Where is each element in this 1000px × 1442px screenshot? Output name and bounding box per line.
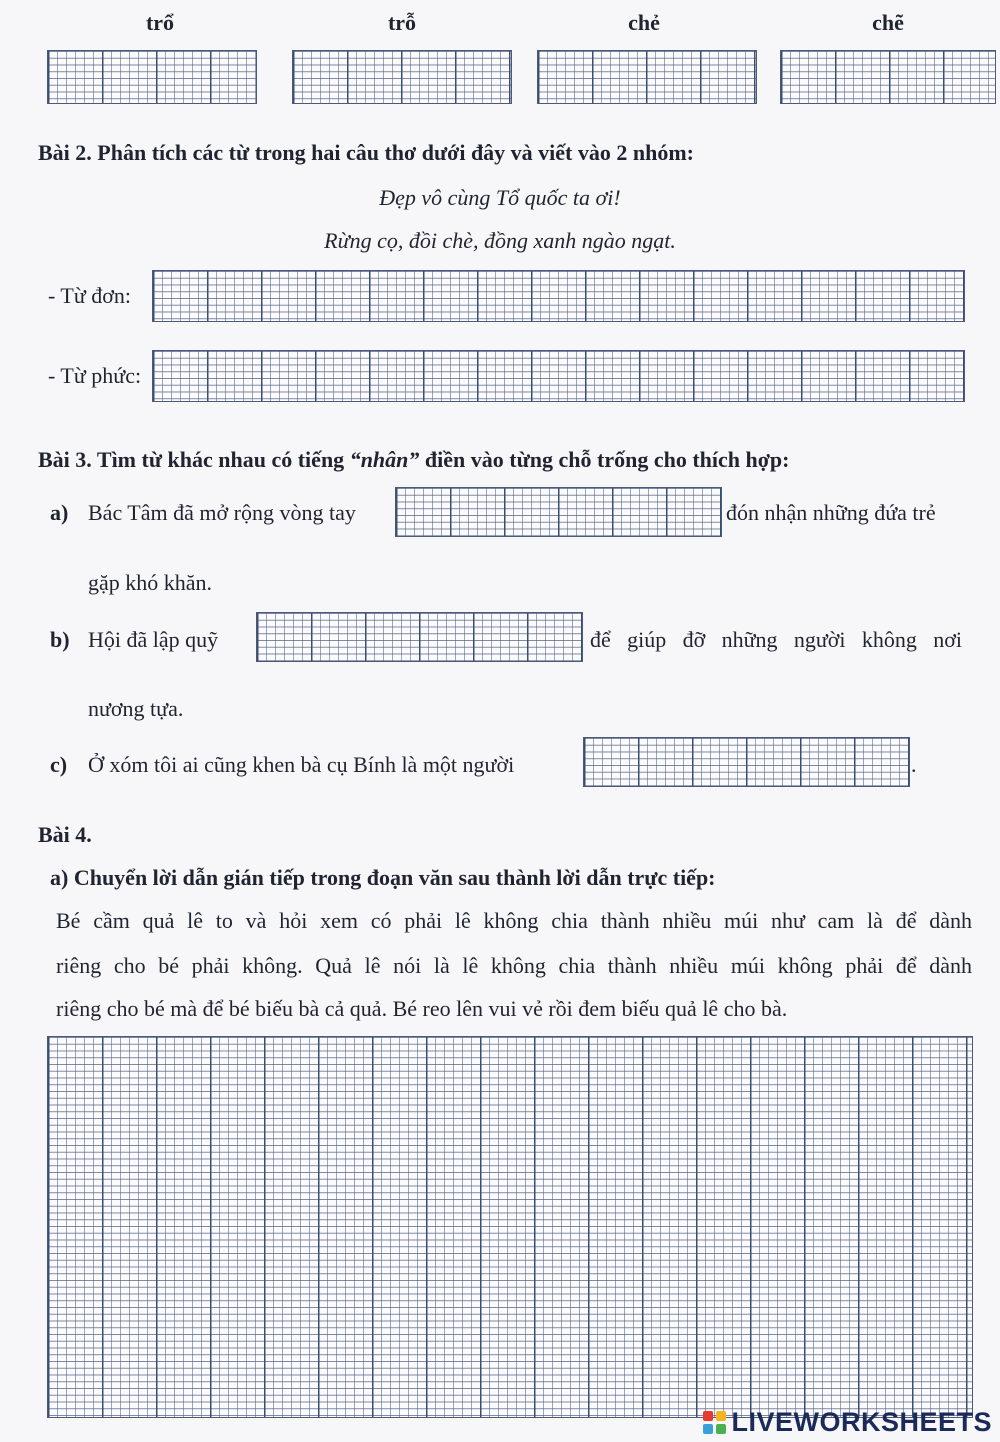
bai2-poem-line-2: Rừng cọ, đồi chè, đồng xanh ngào ngạt. [324, 228, 676, 253]
bai1-word-3: chẻ [628, 10, 660, 35]
tu-phuc-answer-grid[interactable] [152, 350, 965, 402]
bai3-a-text-continued: gặp khó khăn. [88, 570, 213, 595]
bai3-c-text-before: Ở xóm tôi ai cũng khen bà cụ Bính là một người [88, 752, 515, 777]
label-tu-phuc: - Từ phức: [48, 363, 142, 388]
bai3-title-keyword: “nhân” [349, 447, 420, 472]
bai3-a-answer-grid[interactable] [395, 487, 722, 537]
bai3-title-suffix: điền vào từng chỗ trống cho thích hợp: [419, 447, 790, 472]
bai3-a-text-after: đón nhận những đứa trẻ [726, 500, 936, 525]
bai3-title-prefix: Bài 3. Tìm từ khác nhau có tiếng [38, 447, 350, 472]
bai1-answer-grid-2[interactable] [292, 50, 512, 104]
label-tu-don: - Từ đơn: [48, 283, 132, 308]
bai1-word-1: trổ [145, 10, 175, 35]
bai3-b-text-after: để giúp đỡ những người không nơi [590, 627, 962, 652]
bai3-b-text-continued: nương tựa. [88, 696, 184, 721]
bai3-c-text-end: . [911, 752, 917, 777]
bai2-poem-line-1: Đẹp vô cùng Tổ quốc ta ơi! [379, 185, 621, 210]
bai3-c-answer-grid[interactable] [583, 737, 910, 787]
bai1-answer-grid-4[interactable] [780, 50, 996, 104]
bai3-c-label: c) [50, 752, 68, 777]
bai4-title: Bài 4. [38, 822, 92, 847]
bai1-word-2: trỗ [387, 10, 417, 35]
bai1-answer-grid-3[interactable] [537, 50, 757, 104]
bai3-b-text-before: Hội đã lập quỹ [88, 627, 219, 652]
liveworksheets-watermark [703, 1407, 992, 1438]
bai3-b-label: b) [50, 627, 70, 652]
bai4-paragraph-line-3: riêng cho bé mà để bé biếu bà cả quả. Bé reo lên vui vẻ rồi đem biếu quả lê cho bà. [56, 996, 788, 1021]
bai4-paragraph-line-2: riêng cho bé phải không. Quả lê nói là lê không chia thành nhiều múi không phải để dành [56, 953, 972, 978]
liveworksheets-text: LIVEWORKSHEETS [731, 1407, 992, 1437]
bai3-title [38, 447, 790, 473]
tu-don-answer-grid[interactable] [152, 270, 965, 322]
bai1-answer-grid-1[interactable] [47, 50, 257, 104]
bai1-word-4: chẽ [872, 10, 904, 35]
bai4-paragraph-line-1: Bé cầm quả lê to và hỏi xem có phải lê không chia thành nhiều múi như cam là để dành [56, 908, 972, 933]
liveworksheets-logo-icon [703, 1411, 727, 1435]
bai2-title: Bài 2. Phân tích các từ trong hai câu thơ dưới đây và viết vào 2 nhóm: [38, 140, 695, 165]
bai3-a-text-before: Bác Tâm đã mở rộng vòng tay [88, 500, 356, 525]
bai4-answer-grid[interactable] [47, 1036, 973, 1418]
bai3-a-label: a) [50, 500, 69, 525]
bai3-b-answer-grid[interactable] [256, 612, 583, 662]
bai4-a-title: a) Chuyển lời dẫn gián tiếp trong đoạn văn sau thành lời dẫn trực tiếp: [50, 865, 716, 890]
